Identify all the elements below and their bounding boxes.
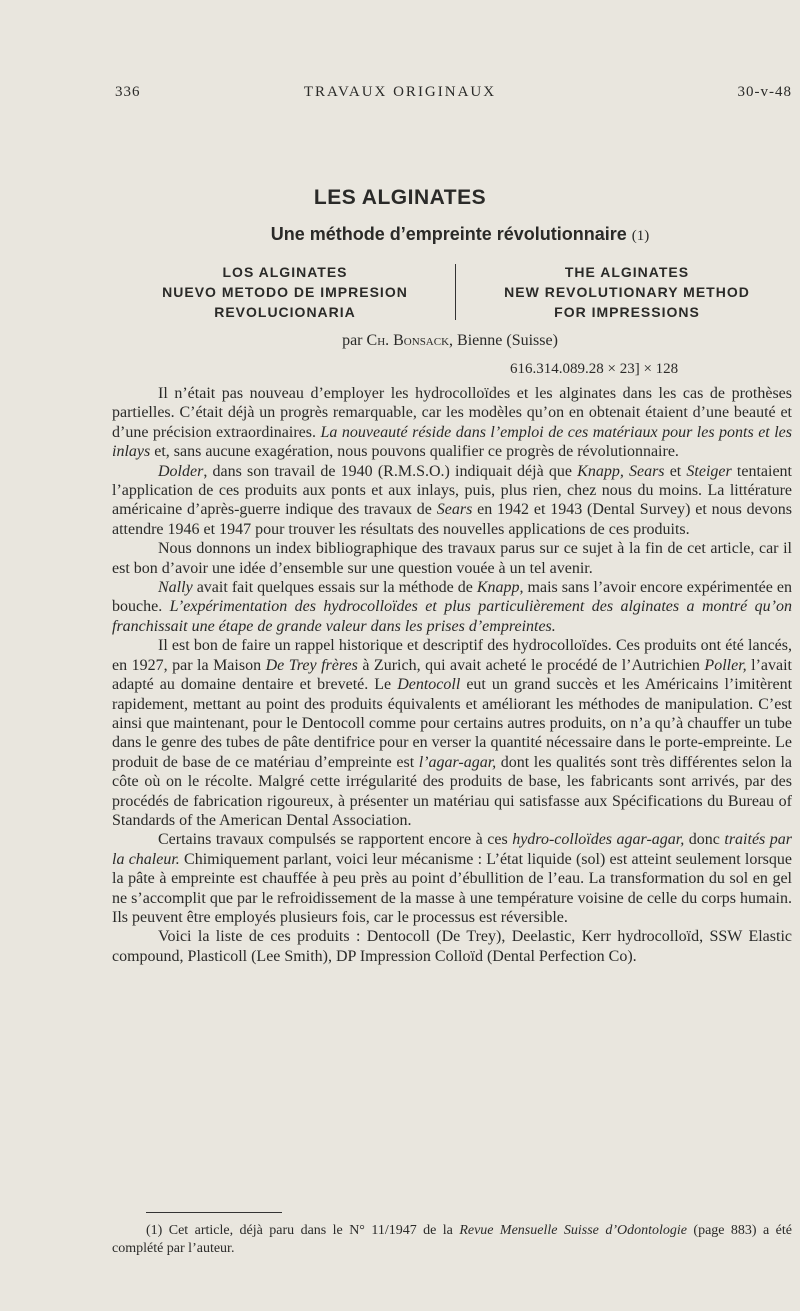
- spanish-line-3: REVOLUCIONARIA: [214, 304, 356, 320]
- section-title: TRAVAUX ORIGINAUX: [303, 84, 497, 100]
- paragraph: Il est bon de faire un rappel historique et descriptif des hydrocolloïdes. Ces produits ont été lancés, en 1927, par la Maison De Trey frères à Zurich, qui avait acheté le procédé de l’Autrichien Poller, l’avait adapté au domaine dentaire et breveté. Le Dentocoll eut un grand succès et les Américains l’imitèrent rapidement, mettant au point des produits équivalents et améliorant les méthodes de manipulation. C’est ainsi que maintenant, pour le Dentocoll comme pour certains autres produits, on n’a qu’à chauffer un tube dans le genre des tubes de pâte dentifrice pour en verser la quantité nécessaire dans le porte-empreinte. Le produit de base de ce matériau d’empreinte est l’agar-agar, dont les qualités sont très différentes selon la côte où on le récolte. Malgré cette irrégularité des produits de base, les fabricants sont arrivés, par des procédés de fabrication rigoureux, à présenter un matériau qui satisfasse aux Spécifications du Bureau of Standards of the American Dental Association.: [112, 637, 793, 829]
- paragraph: Nous donnons un index bibliographique des travaux parus sur ce sujet à la fin de cet article, car il est bon d’avoir une idée d’ensemble sur une question vouée à un tel avenir.: [112, 540, 792, 577]
- english-line-3: FOR IMPRESSIONS: [554, 304, 700, 320]
- footnote-rule: [146, 1212, 282, 1213]
- author-byline: [0, 332, 800, 350]
- spanish-line-2: NUEVO METODO DE IMPRESION: [162, 284, 408, 300]
- english-title: [462, 262, 792, 322]
- author-location: Bienne (Suisse): [457, 332, 558, 349]
- column-divider: [455, 264, 456, 320]
- subtitle-text: Une méthode d’empreinte révolutionnaire: [270, 224, 627, 244]
- issue-date: 30-v-48: [737, 84, 792, 100]
- paragraph: Certains travaux compulsés se rapportent encore à ces hydro-colloïdes agar-agar, donc traités par la chaleur. Chimiquement parlant, voici leur mécanisme : L’état liquide (sol) est atteint seulement lorsque la pâte à empreinte est chauffée à peu près au point d’ébullition de l’eau. La transformation du sol en gel ne s’accomplit que par le refroidissement de la masse à une température voisine de celle du corps humain. Ils peuvent être employés plusieurs fois, car le processus est réversible.: [112, 831, 793, 926]
- paragraph: Dolder, dans son travail de 1940 (R.M.S.O.) indiquait déjà que Knapp, Sears et Steiger tentaient l’application de ces produits aux ponts et aux inlays, puis, plus rien, chez nous du moins. La littérature américaine d’après-guerre indique des travaux de Sears en 1942 et 1943 (Dental Survey) et nous devons attendre 1946 et 1947 pour trouver les résultats des nouvelles applications de ces produits.: [112, 462, 793, 538]
- footnote-marker: (1): [631, 228, 650, 244]
- paragraph: Nally avait fait quelques essais sur la méthode de Knapp, mais sans l’avoir encore expérimentée en bouche. L’expérimentation des hydrocolloïdes et plus particulièrement des alginates a montré qu’on franchissait une étape de grande valeur dans les prises d’empreintes.: [112, 579, 793, 635]
- page-number: 336: [115, 84, 141, 100]
- byline-prefix: par: [342, 332, 363, 349]
- article-title: LES ALGINATES: [313, 186, 487, 209]
- author-name: Ch. Bonsack,: [366, 332, 454, 349]
- running-header: [0, 84, 800, 108]
- article-body: [112, 384, 792, 966]
- paragraph: Voici la liste de ces produits : Dentocoll (De Trey), Deelastic, Kerr hydrocolloïd, SSW Elastic compound, Plasticoll (Lee Smith), DP Impression Colloïd (Dental Perfection Co).: [112, 928, 792, 965]
- spanish-line-1: LOS ALGINATES: [222, 264, 348, 280]
- english-line-2: NEW REVOLUTIONARY METHOD: [504, 284, 750, 300]
- article-subtitle: [0, 224, 800, 245]
- english-line-1: THE ALGINATES: [564, 264, 690, 280]
- classification-code: 616.314.089.28 × 23] × 128: [510, 361, 679, 377]
- title-translations: [120, 262, 792, 324]
- spanish-title: [120, 262, 450, 322]
- footnote: (1) Cet article, déjà paru dans le N° 11/1947 de la Revue Mensuelle Suisse d’Odontologie (page 883) a été complété par l’auteur.: [112, 1223, 792, 1256]
- paragraph: Il n’était pas nouveau d’employer les hydrocolloïdes et les alginates dans les cas de prothèses partielles. C’était déjà un progrès remarquable, car les modèles qu’on en obtenait étaient d’une beauté et d’une précision extraordinaires. La nouveauté réside dans l’emploi de ces matériaux pour les ponts et les inlays et, sans aucune exagération, nous pouvons qualifier ce progrès de révolutionnaire.: [112, 385, 792, 461]
